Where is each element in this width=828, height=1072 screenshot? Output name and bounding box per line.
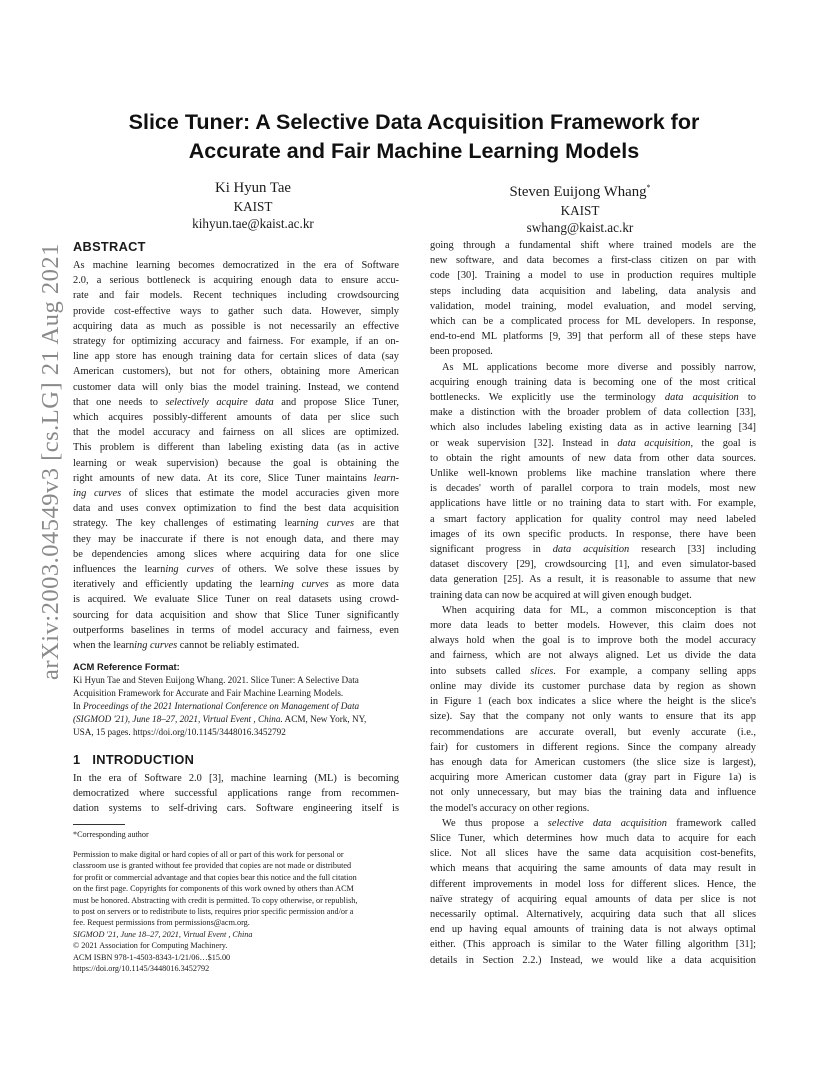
abstract-line: is acquired. We evaluate Slice Tuner on real datasets using crowd- bbox=[73, 594, 399, 606]
body-line: naïve strategy of acquiring equal amounts of data per slice is not bbox=[430, 893, 756, 905]
body-line: size). Say that the company not only wants to ensure that its app bbox=[430, 711, 756, 723]
emphasis: selective data acquisition bbox=[547, 817, 667, 829]
acm-ref-venue: (SIGMOD '21), June 18–27, 2021, Virtual Event , China. bbox=[73, 714, 283, 724]
body-line: a smart factory application for quality control may need labeled bbox=[430, 513, 756, 525]
permission-line: must be honored. Abstracting with credit is permitted. To copy otherwise, or republish, bbox=[73, 895, 358, 905]
body-line: applications have little or no training data to start with. For example, bbox=[430, 498, 756, 510]
abstract-line: acquiring data as much as possible is not necessarily an effective bbox=[73, 320, 399, 332]
acm-ref-heading: ACM Reference Format: bbox=[73, 661, 180, 673]
emphasis: ing curves bbox=[305, 518, 355, 530]
footnote-corresponding: *Corresponding author bbox=[73, 830, 149, 840]
body-line: significant progress in data acquisition research [33] including bbox=[430, 544, 756, 556]
body-line: validation, model training, model evaluation, and model serving, bbox=[430, 300, 756, 312]
abstract-line: right amounts of new data. At its core, Slice Tuner maintains learn- bbox=[73, 472, 399, 484]
body-line: dataset discovery [29], crowdsourcing [1], and even simulator-based bbox=[430, 559, 756, 571]
abstract-line: provide cost-effective ways to gather such data. However, simply bbox=[73, 305, 399, 317]
permission-line: to post on servers or to redistribute to lists, requires prior specific permission and/or a bbox=[73, 906, 354, 916]
arxiv-stamp: arXiv:2003.04549v3 [cs.LG] 21 Aug 2021 bbox=[37, 243, 64, 680]
copyright-line: © 2021 Association for Computing Machinery. bbox=[73, 941, 228, 951]
abstract-line: they may be inaccurate if there is not enough data, and there may bbox=[73, 533, 399, 545]
body-line: into subsets called slices. For example, a company selling apps bbox=[430, 665, 756, 677]
doi-link[interactable]: https://doi.org/10.1145/3448016.3452792 bbox=[73, 963, 210, 973]
body-line: which can be a complicated process for ML developers. In response, bbox=[430, 316, 756, 328]
body-line: in Figure 1 (each box indicates a slice where the height is the slice's bbox=[430, 696, 756, 708]
abstract-line: that one needs to selectively acquire data and propose Slice Tuner, bbox=[73, 396, 399, 408]
acm-ref-publisher: ACM, New York, NY, bbox=[282, 714, 367, 724]
body-line: which also includes labeling existing data as in active learning [34] bbox=[430, 422, 756, 434]
emphasis: ing curves bbox=[134, 640, 178, 652]
author-affiliation: KAIST bbox=[233, 199, 273, 214]
body-line: necessarily optimal. Alternatively, acquiring data such that all slices bbox=[430, 908, 756, 920]
emphasis: data acquisition bbox=[664, 392, 739, 404]
body-line: or weak supervision [32]. Instead in data acquisition, the goal is bbox=[430, 437, 757, 449]
paragraph bbox=[430, 238, 756, 360]
abstract-line: which acquires possibly-different amounts of data per slice such bbox=[73, 412, 399, 424]
author-email: swhang@kaist.ac.kr bbox=[526, 219, 634, 235]
intro-line: dation systems to self-driving cars. Software engineering itself is bbox=[73, 803, 399, 815]
right-column bbox=[430, 238, 756, 968]
abstract-line: 2.0, a serious bottleneck is acquiring enough data to ensure accu- bbox=[73, 275, 399, 287]
acm-ref-line bbox=[73, 700, 399, 713]
abstract-line: strategy for optimizing accuracy and fairness. For example, if an on- bbox=[73, 336, 399, 348]
abstract-line: This problem is different than labeling existing data (as in active bbox=[73, 442, 399, 454]
body-line: has enough data for American customers (the slice size is largest), bbox=[430, 756, 756, 768]
paragraph bbox=[430, 816, 756, 968]
body-line: not only unnecessary, but may bias the training data and influence bbox=[430, 787, 756, 799]
body-line: new software, and data becomes a first-class citizen on par with bbox=[430, 255, 756, 267]
acm-ref-in: In bbox=[73, 701, 83, 712]
body-line: fair) for customers in different regions. Since the company already bbox=[430, 741, 756, 753]
title-line-1: Slice Tuner: A Selective Data Acquisition Framework for bbox=[128, 110, 700, 134]
emphasis: data acquisition bbox=[617, 437, 691, 449]
permission-line: Permission to make digital or hard copies of all or part of this work for personal or bbox=[73, 849, 344, 859]
corresponding-mark: * bbox=[646, 183, 651, 192]
author-name-text: Steven Euijong Whang bbox=[509, 183, 647, 200]
body-line: slice. Not all slices have the same data acquisition cost-benefits, bbox=[430, 848, 756, 860]
intro-line: democratized where successful applications range from recommen- bbox=[73, 788, 399, 800]
emphasis: ing curves bbox=[165, 564, 214, 576]
body-line: the model's accuracy on other regions. bbox=[430, 802, 590, 814]
acm-ref-text bbox=[73, 674, 399, 739]
body-line: always hold when the goal is to improve both the model accuracy bbox=[430, 635, 756, 647]
intro-heading bbox=[73, 751, 399, 769]
permission-line: on the first page. Copyrights for components of this work owned by others than ACM bbox=[73, 884, 354, 894]
intro-text bbox=[73, 771, 399, 817]
body-line: acquiring enough training data is becoming one of the most critical bbox=[430, 376, 756, 388]
body-line: which means that acquiring the same amounts of data may result in bbox=[430, 863, 756, 875]
author-name: Ki Hyun Tae bbox=[215, 180, 291, 196]
abstract-heading: ABSTRACT bbox=[73, 239, 146, 254]
abstract-line: learning or weak supervision) because the goal is obtaining the bbox=[73, 457, 399, 469]
author-block-2 bbox=[480, 178, 680, 236]
abstract-line: when the learning curves cannot be reliably estimated. bbox=[73, 640, 300, 652]
author-block-1 bbox=[153, 178, 353, 232]
body-line: acquiring more American customer data (gray part in Figure 1a) is bbox=[430, 772, 756, 784]
body-line: When acquiring data for ML, a common misconception is that bbox=[442, 604, 756, 616]
body-line: We thus propose a selective data acquisition framework called bbox=[442, 817, 756, 829]
emphasis: selectively acquire data bbox=[165, 396, 274, 408]
abstract-line: be dependencies among slices where acquiring data for one slice bbox=[73, 548, 399, 560]
isbn-line: ACM ISBN 978-1-4503-8343-1/21/06…$15.00 bbox=[73, 952, 231, 962]
abstract-line: customer data will only bias the model training. Instead, we contend bbox=[73, 381, 399, 393]
abstract-line: outperforms baselines in terms of model accuracy and fairness, even bbox=[73, 624, 399, 636]
body-line: more data leads to better models. However, this claim does not bbox=[430, 620, 756, 632]
body-line: online may divide its customer purchase data by region as shown bbox=[430, 680, 756, 692]
body-line: end up having equal amounts of training data is not always optimal bbox=[430, 924, 756, 936]
acm-ref-line bbox=[73, 713, 399, 726]
permission-line: classroom use is granted without fee provided that copies are not made or distributed bbox=[73, 861, 352, 871]
abstract-line: line app store has enough training data for certain slices of data (say bbox=[73, 351, 399, 363]
conference-line: SIGMOD '21, June 18–27, 2021, Virtual Event , China bbox=[73, 929, 253, 939]
body-line: training data can now be acquired at will given enough budget. bbox=[430, 589, 692, 601]
abstract-line: iteratively and efficiently updating the learning curves as more data bbox=[73, 579, 399, 591]
intro-line: In the era of Software 2.0 [3], machine learning (ML) is becoming bbox=[73, 772, 399, 784]
body-line: images of its own specific products. In response, there have been bbox=[430, 528, 756, 540]
body-line: code [30]. Training a model to use in production requires multiple bbox=[430, 270, 756, 282]
body-line: As ML applications become more diverse and possibly narrow, bbox=[442, 361, 756, 373]
permission-block bbox=[73, 849, 399, 974]
abstract-line: ing curves of slices that estimate the model accuracies given more bbox=[73, 488, 399, 500]
body-line: recommendations are accurate overall, but evenly accurate (i.e., bbox=[430, 726, 756, 738]
emphasis: data acquisition bbox=[552, 544, 630, 556]
acm-ref-line: Ki Hyun Tae and Steven Euijong Whang. 2021. Slice Tuner: A Selective Data bbox=[73, 675, 359, 686]
abstract-text bbox=[73, 258, 399, 653]
body-line: is decades' worth of parallel corpora to train models, most new bbox=[430, 483, 756, 495]
abstract-line: rate and fair models. Recent techniques including crowdsourcing bbox=[73, 290, 399, 302]
body-line: data generation [25]. As a result, it is reasonable to assume that new bbox=[430, 574, 756, 586]
body-line: different improvements in model loss for different slices. Hence, the bbox=[430, 878, 756, 890]
body-line: going through a fundamental shift where trained models are the bbox=[430, 240, 756, 251]
abstract-line: strategy. The key challenges of estimating learning curves are that bbox=[73, 518, 399, 530]
emphasis: slices bbox=[530, 665, 554, 677]
body-line: to obtain the right amounts of new data from other data sources. bbox=[430, 452, 756, 464]
paragraph bbox=[430, 360, 756, 603]
abstract-line: influences the learning curves of others. We solve these issues by bbox=[73, 564, 399, 576]
permission-line: for profit or commercial advantage and that copies bear this notice and the full citation bbox=[73, 872, 357, 882]
permission-text bbox=[73, 849, 399, 929]
section-number: 1 bbox=[73, 751, 81, 767]
body-line: either. (This approach is similar to the Water filling algorithm [31]; bbox=[430, 939, 756, 951]
title-line-2: Accurate and Fair Machine Learning Models bbox=[188, 139, 640, 163]
abstract-line: that the model accuracy and fairness on all slices are optimized. bbox=[73, 427, 399, 439]
body-line: Unlike well-known problems like machine translation where there bbox=[430, 468, 756, 480]
acm-ref-proceedings: Proceedings of the 2021 International Conference on Management of Data bbox=[82, 701, 360, 712]
body-line: bottlenecks. We explicitly use the terminology data acquisition to bbox=[430, 392, 757, 404]
paragraph bbox=[430, 603, 756, 816]
abstract-line: data and uses convex optimization to find the best data acquisition bbox=[73, 503, 399, 515]
author-name bbox=[480, 178, 680, 202]
abstract-line: sourcing for data acquisition and show that Slice Tuner significantly bbox=[73, 609, 399, 621]
emphasis: ing curves bbox=[73, 488, 122, 500]
permission-line: fee. Request permissions from permissions@acm.org. bbox=[73, 918, 250, 928]
section-title: INTRODUCTION bbox=[92, 751, 195, 767]
body-line: end-to-end ML platforms [9, 39] that perform all of these steps have bbox=[430, 331, 756, 343]
body-line: make a distinction with the broader problem of data collection [33], bbox=[430, 407, 756, 419]
emphasis: ing curves bbox=[280, 579, 329, 591]
body-line: steps including data acquisition and labeling, data analysis and bbox=[430, 285, 756, 297]
author-email: kihyun.tae@kaist.ac.kr bbox=[192, 216, 314, 231]
acm-ref-line: Acquisition Framework for Accurate and Fair Machine Learning Models. bbox=[73, 688, 344, 699]
abstract-line: As machine learning becomes democratized in the era of Software bbox=[73, 260, 399, 271]
abstract-line: American customers), but not for others, obtaining more American bbox=[73, 366, 399, 378]
body-line: Slice Tuner, which determines how much data to acquire for each bbox=[430, 832, 756, 844]
body-line: been proposed. bbox=[430, 346, 493, 358]
author-affiliation: KAIST bbox=[560, 202, 600, 218]
acm-ref-line: USA, 15 pages. https://doi.org/10.1145/3448016.3452792 bbox=[73, 726, 286, 737]
left-column bbox=[73, 238, 399, 974]
footnote-rule bbox=[73, 824, 125, 825]
body-line: details in Section 2.2.) Instead, we would like a data acquisition bbox=[430, 954, 756, 966]
paper-title bbox=[80, 108, 748, 166]
body-line: and fairness, which are not always aligned. Let us divide the data bbox=[430, 650, 756, 662]
emphasis: learn- bbox=[373, 472, 399, 484]
